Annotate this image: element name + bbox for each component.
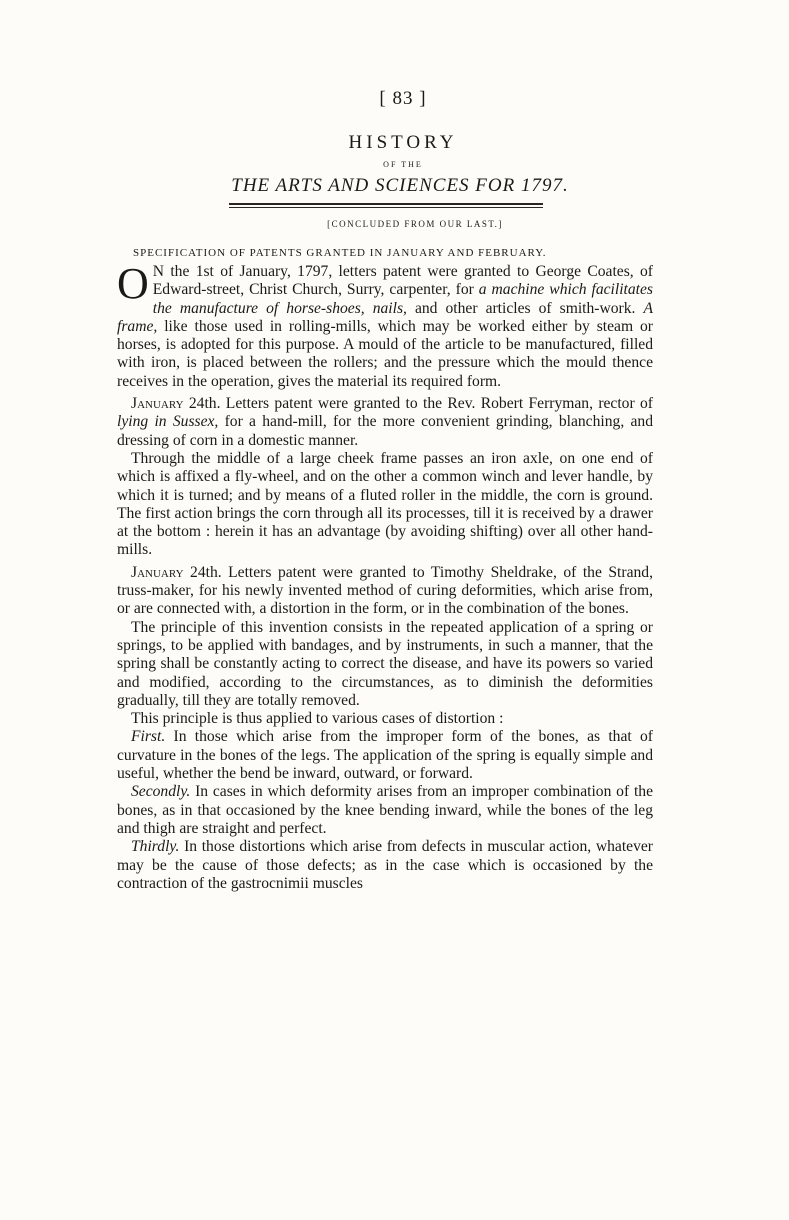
paragraph-7 [117,728,653,783]
p1-text-2: and other articles of smith-work. [406,299,644,317]
p4-month: January [131,563,184,581]
title-history: HISTORY [348,132,458,153]
paragraph-6 [117,710,653,728]
p5-text-1: The principle of this invention consists in the repeated application of a spring or springs, to be applied with bandages, and by instruments, in such a manner, that the spring shall be constantly acting to correct the disease, and have its powers so varied and modified, according to the circumstances, as to diminish the deformities gradually, till they are totally removed. [117,618,653,709]
p2-month: January [131,395,184,413]
paragraph-5 [117,619,653,710]
paragraph-8 [117,783,653,838]
title-rule [229,203,543,208]
p4-text-1: 24th. Letters patent were granted to Timothy Sheldrake, of the Strand, truss-maker, for his newly invented method of curing deformities, which arise from, or are connected with, a distortion in the form, or in the combination of the bones. [117,563,653,618]
paragraph-1 [117,259,653,391]
title-of-the: OF THE [383,160,423,169]
paragraph-4 [117,564,653,619]
p7-italic-1: First. [131,728,166,746]
paragraph-3 [117,450,653,560]
p7-text-1: In those which arise from the improper form of the bones, as that of curvature in the bones of the legs. The application of the spring is equally simple and useful, whether the bend be inward, outward, or forward. [117,728,653,783]
p8-italic-1: Secondly. [131,783,191,801]
p3-text-1: Through the middle of a large cheek frame passes an iron axle, on one end of which is affixed a fly-wheel, and on the other a common winch and lever handle, by which it is turned; and by means of a fluted roller in the middle, the corn is ground. The first action brings the corn through all its processes, till it is received by a drawer at the bottom : herein it has an advantage (by avoiding shifting) over all other hand-mills. [117,449,653,559]
title-main: THE ARTS AND SCIENCES FOR 1797. [231,175,569,196]
p1-text-1: N the 1st of January, 1797, letters patent were granted to George Coates, of Edward-street, Christ Church, Surry, carpenter, for [152,263,653,299]
p6-text-1: This principle is thus applied to various cases of distortion : [131,710,504,728]
drop-cap: O [117,259,149,308]
paragraph-2 [117,395,653,450]
paragraph-9 [117,838,653,893]
p2-text-1: 24th. Letters patent were granted to the Rev. Robert Ferryman, rector of [183,395,653,413]
p1-text-3: like those used in rolling-mills, which may be worked either by steam or horses, is adopted for this purpose. A mould of the article to be manufactured, filled with iron, is placed between the rollers; and the pressure which the mould thence receives in the operation, gives the material its required form. [117,317,653,390]
concluded-note: [CONCLUDED FROM OUR LAST.] [327,219,503,229]
section-heading: SPECIFICATION OF PATENTS GRANTED IN JANUARY AND FEBRUARY. [133,247,547,259]
page-number: [ 83 ] [379,88,427,109]
p8-text-1: In cases in which deformity arises from an improper combination of the bones, as in that occasioned by the knee bending inward, while the bones of the leg and thigh are straight and perfect. [117,783,653,837]
p9-text-1: In those distortions which arise from defects in muscular action, whatever may be the cause of those defects; as in the case which is occasioned by the contraction of the gastrocnimii muscles [117,838,653,892]
p1-italic-1: a machine which facilitates the manufacture of horse-shoes, nails, [152,281,653,317]
body-text [117,259,654,893]
p2-italic-1: lying in Sussex, [117,413,219,431]
p9-italic-1: Thirdly. [131,838,180,856]
p2-text-2: for a hand-mill, for the more convenient grinding, blanching, and dressing of corn in a domestic manner. [117,413,654,449]
p1-italic-2: A frame, [117,299,653,335]
